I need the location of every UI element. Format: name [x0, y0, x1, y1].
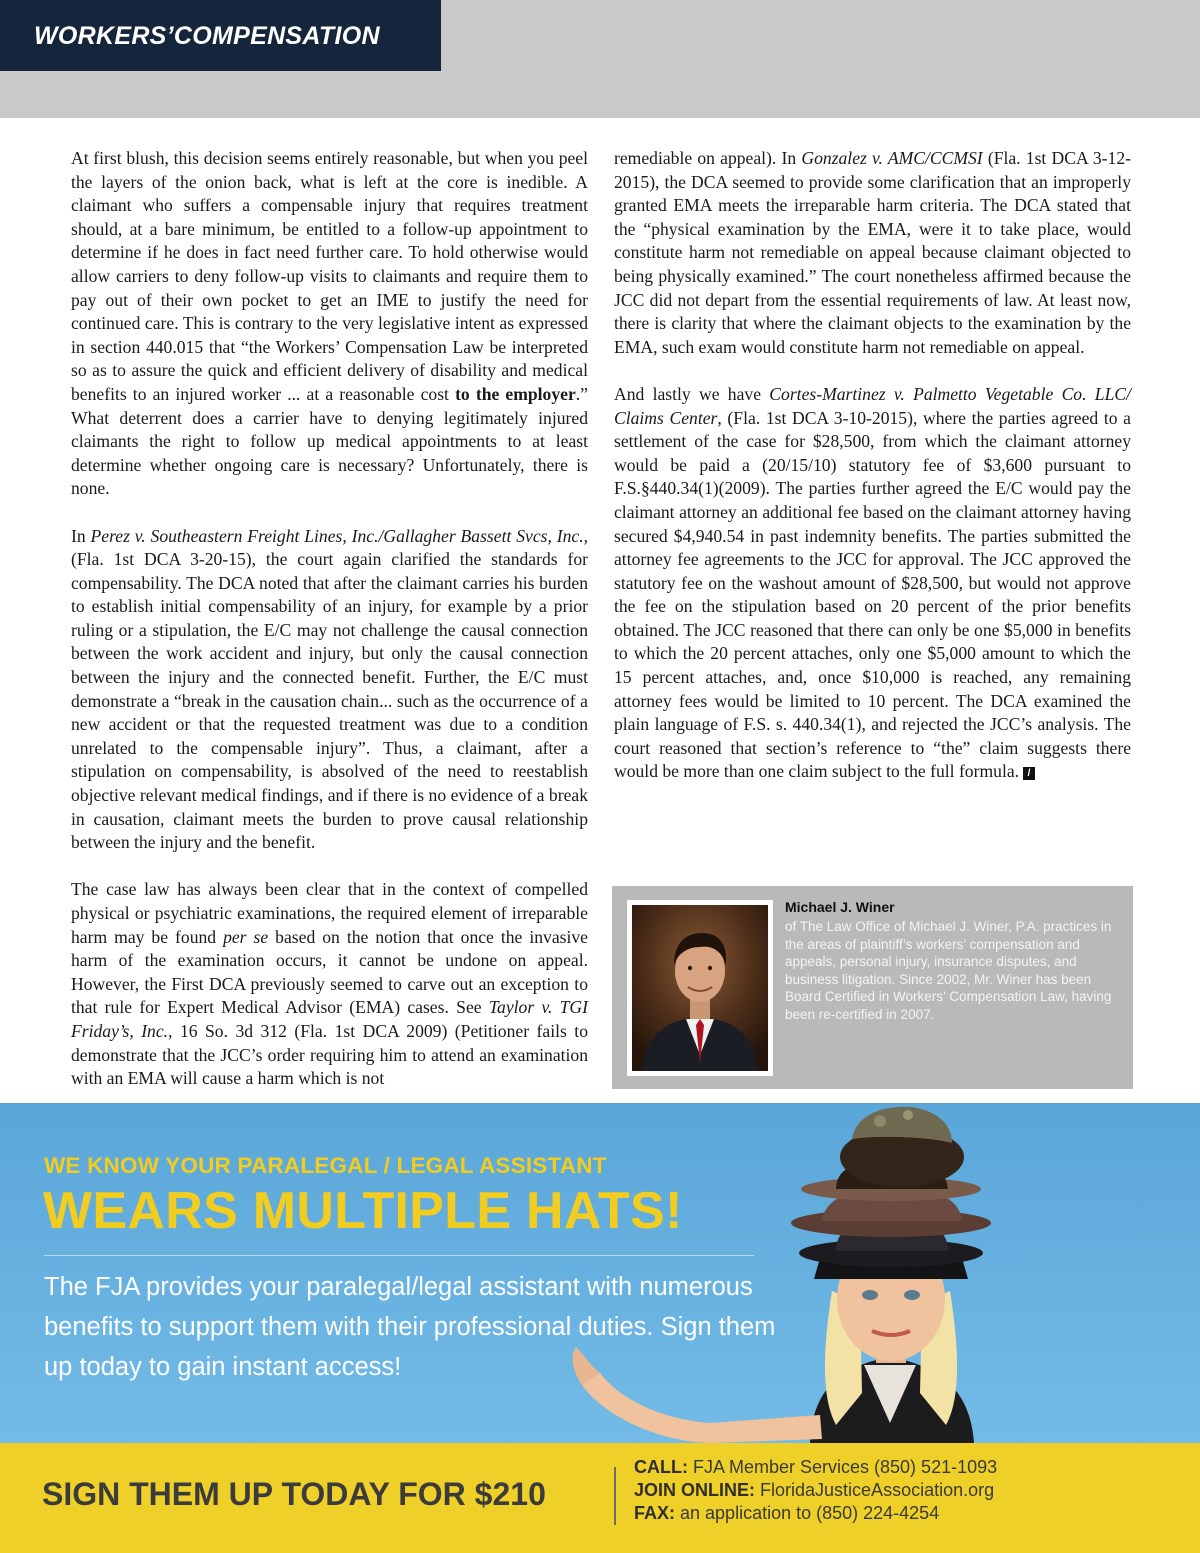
signup-cta: SIGN THEM UP TODAY FOR $210: [42, 1476, 546, 1512]
section-title: WORKERS’COMPENSATION: [34, 22, 380, 50]
article-column-right: [614, 147, 1131, 808]
section-tab: [0, 0, 441, 71]
article-column-left: [71, 147, 588, 1114]
cta-divider: [614, 1467, 616, 1525]
case-name: Cortes-Martinez v. Palmetto Vegetable Co. LLC/ Claims Center: [614, 383, 1131, 428]
fja-advertisement: [0, 1103, 1200, 1553]
case-name: Gonzalez v. AMC/CCMSI: [801, 148, 983, 168]
author-bio-box: [612, 886, 1133, 1089]
latin-term: per se: [223, 926, 269, 947]
emphasis: to the employer: [455, 383, 576, 404]
author-photo: [627, 900, 773, 1076]
paragraph: remediable on appeal). In Gonzalez v. AMC/CCMSI (Fla. 1st DCA 3-12-2015), the DCA seemed to provide some clarification that an improperly granted EMA meets the irreparable harm criteria. The DCA stated that the “physical examination by the EMA, were it to take place, would constitute harm not remediable on appeal because claimant objected to being physically examined.” The court nonetheless affirmed because the JCC did not depart from the essential requirements of law. At least now, there is clarity that where the claimant objects to the examination by the EMA, such exam would constitute harm not remediable on appeal.: [614, 148, 1131, 357]
paragraph: In Perez v. Southeastern Freight Lines, Inc./Gallagher Bassett Svcs, Inc., (Fla. 1st DCA 3-20-15), the court again clarified the standards for compensability. The DCA noted that after the claimant carries his burden to establish initial compensability of an injury, for example by a prior ruling or a stipulation, the E/C may not challenge the causal connection between the work accident and injury, but only the causal connection between the injury and the connected benefit. Further, the E/C must demonstrate a “break in the causation chain... such as the occurrence of a new accident or that the requested treatment was due to a condition unrelated to the compensable injury”. Thus, a claimant, after a stipulation on compensability, is absolved of the need to reestablish objective relevant medical findings, and if there is no evidence of a break in causation, claimant meets the burden to prove causal relationship between the injury and the benefit.: [71, 525, 588, 853]
paragraph: At first blush, this decision seems entirely reasonable, but when you peel the layers of the onion back, what is left at the core is inedible. A claimant who suffers a compensable injury that requires treatment should, at a bare minimum, be entitled to a follow-up appointment to determine if he does in fact need further care. To hold otherwise would allow carriers to deny follow-up visits to claimants and require them to pay out of their own pocket to get an IME to justify the need for continued care. This is contrary to the very legislative intent as expressed in section 440.015 that “the Workers’ Compensation Law be interpreted so as to assure the quick and efficient delivery of disability and medical benefits to an injured worker ... at a reasonable cost to the employer.” What deterrent does a carrier have to denying legitimately injured claimants the right to follow up medical appointments to at least determine whether ongoing care is necessary? Unfortunately, there is none.: [71, 148, 588, 499]
author-portrait-icon: [632, 905, 768, 1071]
case-name: Perez v. Southeastern Freight Lines, Inc./Gallagher Bassett Svcs, Inc.,: [90, 525, 588, 546]
contact-call: CALL: FJA Member Services (850) 521-1093: [634, 1457, 998, 1477]
ad-divider-rule: [44, 1255, 754, 1256]
case-name: Taylor v. TGI Friday’s, Inc.: [71, 997, 588, 1041]
contact-join-online[interactable]: JOIN ONLINE: FloridaJusticeAssociation.org: [634, 1480, 995, 1500]
author-name: Michael J. Winer: [785, 899, 895, 915]
paragraph: And lastly we have Cortes-Martinez v. Palmetto Vegetable Co. LLC/ Claims Center, (Fla. 1st DCA 3-10-2015), where the parties agreed to a settlement of the case for $28,500, from which the claimant attorney would be paid a (20/15/10) statutory fee of $3,600 pursuant to F.S.§440.34(1)(2009). The parties further agreed the E/C would pay the claimant attorney an additional fee based on the claimant attorney having secured $4,940.54 in past indemnity benefits. The parties submitted the attorney fee agreements to the JCC for approval. The JCC approved the statutory fee on the washout amount of $28,500, but would not approve the fee on the stipulation based on 20 percent of the prior benefits obtained. The JCC reasoned that there can only be one $5,000 in benefits to which the 20 percent attaches, only one $5,000 amount to which the 15 percent attaches, and, once $10,000 is reached, any remaining attorney fees would be limited to 10 percent. The DCA examined the plain language of F.S. s. 440.34(1), and rejected the JCC’s analysis. The court reasoned that section’s reference to “the” claim suggests there would be more than one claim subject to the full formula. /: [614, 383, 1131, 782]
paragraph: The case law has always been clear that in the context of compelled physical or psychiatric examinations, the required element of irreparable harm may be found per se based on the notion that once the invasive harm of the examination occurs, it cannot be undone on appeal. However, the First DCA previously seemed to carve out an exception to that rule for Expert Medical Advisor (EMA) cases. See Taylor v. TGI Friday’s, Inc., 16 So. 3d 312 (Fla. 1st DCA 2009) (Petitioner fails to demonstrate that the JCC’s order requiring him to attend an examination with an EMA will cause a harm which is not: [71, 879, 588, 1089]
end-of-article-icon: /: [1023, 767, 1035, 780]
ad-headline: WEARS MULTIPLE HATS!: [43, 1182, 683, 1240]
ad-body: The FJA provides your paralegal/legal assistant with numerous benefits to support them with their professional duties. Sign them up today to gain instant access!: [44, 1273, 776, 1381]
contact-fax: FAX: an application to (850) 224-4254: [634, 1503, 940, 1523]
ad-footer: [0, 1443, 1200, 1553]
ad-kicker: WE KNOW YOUR PARALEGAL / LEGAL ASSISTANT: [44, 1153, 607, 1178]
author-bio-text: of The Law Office of Michael J. Winer, P.A. practices in the areas of plaintiff’s workers’ compensation and appeals, personal injury, insurance disputes, and business litigation. Since 2002, Mr. Winer has been Board Certified in Workers’ Compensation Law, having been re-certified in 2007.: [785, 919, 1112, 1022]
